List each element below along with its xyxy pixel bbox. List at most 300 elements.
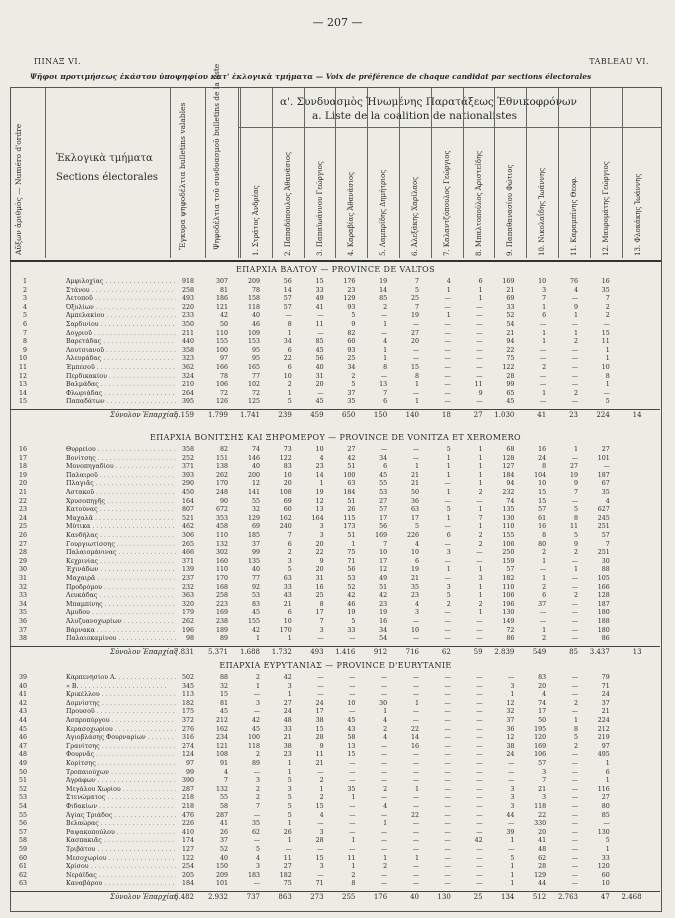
cell-value: 1 xyxy=(478,286,483,294)
total-value: 239 xyxy=(278,411,292,419)
cell-value: 3 xyxy=(255,699,260,707)
table-row xyxy=(10,769,660,778)
cell-value: 1 xyxy=(414,785,419,793)
cell-value: 251 xyxy=(597,549,610,557)
order-number-header: Αὔξων ἀριθμὸς — Numéro d'ordre xyxy=(14,123,23,255)
cell-value: 100 xyxy=(343,471,356,479)
cell-value: 2 xyxy=(319,794,324,802)
total-value: 130 xyxy=(437,893,451,901)
cell-value: 121 xyxy=(215,742,228,750)
cell-value: — xyxy=(571,837,578,845)
cell-value: — xyxy=(380,871,388,879)
row-number: 1 xyxy=(22,278,27,285)
cell-value: 56 xyxy=(379,523,388,531)
candidate-header: 8. Μπαλτοπούλος Ἀριστείδης xyxy=(474,150,483,256)
row-number: 6 xyxy=(22,321,27,328)
section-name: Παλαιροῦ . . . xyxy=(66,472,176,481)
cell-value: 36 xyxy=(410,497,419,505)
cell-value: 85 xyxy=(601,811,610,819)
cell-value: 53 xyxy=(379,489,388,496)
cell-value: 4 xyxy=(255,854,260,862)
cell-value: 24 xyxy=(538,454,547,462)
cell-value: 9 xyxy=(573,303,578,311)
cell-value: 390 xyxy=(181,777,194,785)
cell-value: — xyxy=(539,398,547,406)
cell-value: 118 xyxy=(534,803,547,810)
cell-value: 20 xyxy=(315,540,324,548)
cell-value: 19 xyxy=(569,471,578,479)
cell-value: 1 xyxy=(446,514,451,522)
row-number: 7 xyxy=(22,329,27,337)
cell-value: 287 xyxy=(181,785,194,793)
cell-value: 104 xyxy=(534,471,547,479)
section-name: Ἐμπεσοῦ . . . xyxy=(66,364,176,373)
cell-value: 1 xyxy=(510,863,515,871)
cell-value: 26 xyxy=(219,828,228,836)
section-name: Σαρδινίου . . . xyxy=(66,321,176,330)
cell-value: 74 xyxy=(251,446,260,453)
cell-value: 97 xyxy=(601,742,610,750)
cell-value: 97 xyxy=(185,760,194,767)
cell-value: — xyxy=(380,794,388,802)
cell-value: — xyxy=(444,398,451,406)
table-row xyxy=(10,398,660,407)
section-name: Τριβάτου . . . xyxy=(66,846,176,855)
cell-value: 162 xyxy=(215,725,228,733)
cell-value: 7 xyxy=(573,489,578,496)
cell-value: 20 xyxy=(315,566,324,574)
cell-value: 2 xyxy=(287,381,292,389)
cell-value: 60 xyxy=(283,506,292,514)
table-row xyxy=(10,295,660,304)
cell-value: 99 xyxy=(251,549,260,557)
cell-value: 100 xyxy=(247,734,260,742)
cell-value: 40 xyxy=(251,566,260,574)
header-column-divider xyxy=(494,88,495,258)
total-value: 140 xyxy=(405,411,419,419)
cell-value: 350 xyxy=(181,321,194,328)
row-number: 40 xyxy=(18,682,27,690)
cell-value: 121 xyxy=(215,303,228,311)
cell-value: — xyxy=(444,381,451,389)
cell-value: — xyxy=(444,699,451,707)
header-column-divider xyxy=(622,88,623,258)
cell-value: — xyxy=(444,846,451,853)
cell-value: — xyxy=(380,880,388,888)
cell-value: 69 xyxy=(506,295,515,303)
cell-value: 7 xyxy=(542,295,547,303)
header-column-divider xyxy=(590,88,591,258)
cell-value: — xyxy=(412,820,419,828)
cell-value: — xyxy=(380,846,388,853)
cell-value: 262 xyxy=(181,618,194,625)
cell-value: 3 xyxy=(319,828,324,836)
cell-value: 11 xyxy=(569,523,578,531)
cell-value: 251 xyxy=(597,523,610,531)
cell-value: 1 xyxy=(478,480,483,488)
cell-value: 5 xyxy=(287,803,292,810)
row-number: 58 xyxy=(18,837,27,845)
cell-value: 458 xyxy=(215,523,228,531)
candidate-header: 5. Λαμπρίδης Δημήτριος xyxy=(379,169,388,256)
cell-value: 10 xyxy=(315,446,324,453)
table-row xyxy=(10,321,660,330)
cell-value: 1 xyxy=(605,346,610,354)
table-row xyxy=(10,837,660,846)
cell-value: 118 xyxy=(247,742,260,750)
row-number: 42 xyxy=(18,699,27,707)
cell-value: 109 xyxy=(247,329,260,337)
cell-value: 10 xyxy=(347,699,356,707)
section-name: Κατούνας . . . xyxy=(66,506,176,515)
section-name: Ἀμφιλοχίας . . . xyxy=(66,278,176,287)
cell-value: — xyxy=(476,618,483,625)
cell-value: 45 xyxy=(315,346,324,354)
cell-value: 51 xyxy=(347,497,356,505)
cell-value: 169 xyxy=(534,742,547,750)
cell-value: 4 xyxy=(414,540,419,548)
cell-value: 3 xyxy=(446,583,451,591)
cell-value: 45 xyxy=(506,398,515,406)
row-number: 41 xyxy=(18,691,27,699)
cell-value: 166 xyxy=(597,583,610,591)
cell-value: 99 xyxy=(506,381,515,389)
total-value: 6.482 xyxy=(173,893,194,901)
cell-value: 71 xyxy=(601,682,610,690)
cell-value: 174 xyxy=(181,837,194,845)
cell-value: 8 xyxy=(383,364,388,371)
cell-value: 1 xyxy=(287,635,292,643)
cell-value: — xyxy=(412,751,419,759)
table-subtitle: Ψῆφοι προτιμήσεως ἑκάστου ὑποψηφίου κατ' ἐκλογικὰ τμήματα — Voix de préférence de chaque candidat par sections électorales xyxy=(30,72,592,81)
cell-value: 78 xyxy=(251,286,260,294)
cell-value: — xyxy=(317,871,324,879)
cell-value: 63 xyxy=(283,575,292,582)
table-row xyxy=(10,803,660,812)
cell-value: 393 xyxy=(181,471,194,479)
section-name: Παλαιοκαμίνου . . . xyxy=(66,635,176,644)
cell-value: 238 xyxy=(215,618,228,625)
cell-value: — xyxy=(476,329,483,337)
total-value: 176 xyxy=(373,893,388,901)
cell-value: 6 xyxy=(478,278,483,285)
row-number: 39 xyxy=(18,674,27,681)
total-value: 134 xyxy=(501,893,515,901)
cell-value: 1 xyxy=(446,471,451,479)
section-name: Κερασοχωρίου . . . xyxy=(66,726,176,735)
cell-value: 26 xyxy=(283,828,292,836)
cell-value: — xyxy=(444,820,451,828)
cell-value: 22 xyxy=(410,725,419,733)
cell-value: 2 xyxy=(478,532,483,539)
cell-value: 42 xyxy=(283,674,292,681)
cell-value: 17 xyxy=(315,609,324,617)
cell-value: — xyxy=(444,871,451,879)
cell-value: — xyxy=(444,626,451,634)
header-column-divider xyxy=(399,88,400,258)
cell-value: 5 xyxy=(351,618,356,625)
section-name: Κεχρινίας . . . xyxy=(66,558,176,567)
cell-value: — xyxy=(476,820,483,828)
table-row xyxy=(10,558,660,567)
cell-value: 21 xyxy=(410,480,419,488)
section-name: Δομνίστης . . . xyxy=(66,700,176,709)
cell-value: 521 xyxy=(181,514,194,522)
cell-value: — xyxy=(476,863,483,871)
cell-value: 37 xyxy=(538,600,547,608)
cell-value: 1 xyxy=(605,381,610,389)
section-name: Χρυσοπηγῆς . . . xyxy=(66,498,176,507)
section-name: Ἐχινάδων . . . xyxy=(66,566,176,575)
cell-value: 2 xyxy=(605,303,610,311)
cell-value: 45 xyxy=(347,717,356,724)
cell-value: 1 xyxy=(478,446,483,453)
cell-value: 1 xyxy=(510,837,515,845)
cell-value: — xyxy=(603,321,610,328)
row-number: 47 xyxy=(18,742,27,750)
cell-value: — xyxy=(349,635,356,643)
cell-value: — xyxy=(253,811,260,819)
section-name: Ἀμυδου . . . xyxy=(66,609,176,618)
cell-value: 16 xyxy=(538,523,547,531)
cell-value: 371 xyxy=(181,463,194,471)
cell-value: — xyxy=(444,785,451,793)
cell-value: 19 xyxy=(379,609,388,617)
table-row xyxy=(10,498,660,507)
cell-value: 502 xyxy=(181,674,194,681)
cell-value: 75 xyxy=(283,880,292,888)
cell-value: 1 xyxy=(383,321,388,328)
cell-value: 34 xyxy=(283,338,292,346)
total-value: 549 xyxy=(532,647,547,656)
row-number: 55 xyxy=(18,811,27,819)
cell-value: 248 xyxy=(215,489,228,496)
section-name: Ἀμπελακίου . . . xyxy=(66,312,176,321)
total-value: 1.799 xyxy=(207,411,228,419)
cell-value: — xyxy=(571,828,578,836)
candidate-header: 2. Παπαδόπουλος Ἀθανάσιος xyxy=(283,152,292,256)
cell-value: — xyxy=(476,785,483,793)
cell-value: 10 xyxy=(538,278,547,285)
cell-value: 16 xyxy=(538,446,547,453)
cell-value: 7 xyxy=(287,532,292,539)
table-row xyxy=(10,584,660,593)
cell-value: 2 xyxy=(351,871,356,879)
cell-value: 135 xyxy=(502,506,515,514)
cell-value: — xyxy=(317,846,324,853)
cell-value: 25 xyxy=(347,355,356,363)
cell-value: 27 xyxy=(283,863,292,871)
cell-value: 258 xyxy=(215,592,228,600)
cell-value: 245 xyxy=(597,514,610,522)
cell-value: — xyxy=(571,768,578,776)
cell-value: 120 xyxy=(534,734,547,742)
table-row xyxy=(10,312,660,321)
cell-value: 807 xyxy=(181,506,194,514)
cell-value: — xyxy=(476,674,483,681)
cell-value: — xyxy=(539,321,547,328)
total-label: Σύνολον Ἐπαρχίας xyxy=(110,647,178,656)
section-name: Μονοπηγαδίου . . . xyxy=(66,463,176,472)
cell-value: — xyxy=(571,557,578,565)
cell-value: 100 xyxy=(215,346,228,354)
total-value: 512 xyxy=(532,893,547,901)
cell-value: 14 xyxy=(379,286,388,294)
cell-value: — xyxy=(539,346,547,354)
cell-value: 1 xyxy=(446,463,451,471)
cell-value: — xyxy=(476,708,483,716)
total-value: 3.437 xyxy=(589,647,610,656)
cell-value: 149 xyxy=(502,618,515,625)
cell-value: 132 xyxy=(215,785,228,793)
cell-value: 42 xyxy=(251,717,260,724)
cell-value: 1 xyxy=(542,329,547,337)
cell-value: — xyxy=(444,717,451,724)
cell-value: 77 xyxy=(251,372,260,380)
cell-value: 110 xyxy=(502,523,515,531)
cell-value: 12 xyxy=(315,497,324,505)
cell-value: 1 xyxy=(542,626,547,634)
cell-value: 2 xyxy=(255,751,260,759)
total-value: 650 xyxy=(342,411,356,419)
cell-value: 1 xyxy=(414,854,419,862)
section-name: Βαρετάδας . . . xyxy=(66,338,176,347)
table-row xyxy=(10,472,660,481)
cell-value: — xyxy=(476,846,483,853)
table-row xyxy=(10,829,660,838)
cell-value: 110 xyxy=(215,566,228,574)
cell-value: 410 xyxy=(181,828,194,836)
cell-value: 3 xyxy=(319,532,324,539)
cell-value: 324 xyxy=(181,372,194,380)
table-row xyxy=(10,691,660,700)
cell-value: 82 xyxy=(347,329,356,337)
row-number: 62 xyxy=(18,871,27,879)
table-row xyxy=(10,786,660,795)
total-value: 25 xyxy=(473,893,483,901)
candidate-header: 9. Παπαθανασίου Φώτιος xyxy=(506,164,515,256)
section-name: Κρικέλλου . . . xyxy=(66,691,176,700)
cell-value: 28 xyxy=(538,863,547,871)
cell-value: 5 xyxy=(255,846,260,853)
cell-value: — xyxy=(571,321,578,328)
cell-value: 61 xyxy=(538,514,547,522)
cell-value: — xyxy=(317,329,324,337)
total-value: 23 xyxy=(569,411,578,419)
cell-value: — xyxy=(539,381,547,389)
cell-value: — xyxy=(412,717,419,724)
section-name: Βονίτσης . . . xyxy=(66,455,176,464)
cell-value: 200 xyxy=(247,471,260,479)
cell-value: 50 xyxy=(219,321,228,328)
table-row xyxy=(10,601,660,610)
cell-value: — xyxy=(412,863,419,871)
cell-value: 38 xyxy=(315,717,324,724)
cell-value: 48 xyxy=(538,846,547,853)
cell-value: 21 xyxy=(315,760,324,767)
cell-value: 3 xyxy=(478,575,483,582)
cell-value: — xyxy=(476,682,483,690)
row-number: 54 xyxy=(18,803,27,810)
cell-value: 88 xyxy=(601,566,610,574)
cell-value: 250 xyxy=(502,549,515,557)
cell-value: 33 xyxy=(315,286,324,294)
cell-value: 2 xyxy=(478,600,483,608)
cell-value: 4 xyxy=(319,811,324,819)
row-number: 23 xyxy=(18,506,27,514)
cell-value: 254 xyxy=(181,863,194,871)
cell-value: 1 xyxy=(287,691,292,699)
cell-value: 25 xyxy=(410,295,419,303)
cell-value: — xyxy=(476,871,483,879)
cell-value: 32 xyxy=(219,682,228,690)
cell-value: 6 xyxy=(287,346,292,354)
row-number: 45 xyxy=(18,725,27,733)
section-name: Στενώματος . . . xyxy=(66,794,176,803)
cell-value: 146 xyxy=(247,454,260,462)
cell-value: 78 xyxy=(219,372,228,380)
cell-value: 1 xyxy=(287,329,292,337)
cell-value: 9 xyxy=(573,540,578,548)
cell-value: 150 xyxy=(215,863,228,871)
cell-value: 45 xyxy=(251,609,260,617)
cell-value: — xyxy=(444,794,451,802)
cell-value: 8 xyxy=(287,321,292,328)
cell-value: 55 xyxy=(251,497,260,505)
cell-value: — xyxy=(349,828,356,836)
section-name: Φιδακίων . . . xyxy=(66,803,176,812)
total-value: 493 xyxy=(310,647,324,656)
cell-value: 41 xyxy=(538,837,547,845)
cell-value: 3 xyxy=(510,785,515,793)
cell-value: 19 xyxy=(410,312,419,320)
cell-value: 28 xyxy=(315,837,324,845)
cell-value: — xyxy=(476,751,483,759)
cell-value: — xyxy=(349,682,356,690)
total-value: 59 xyxy=(473,647,483,656)
cell-value: — xyxy=(412,871,419,879)
table-row xyxy=(10,635,660,644)
total-value: 1.030 xyxy=(494,411,515,419)
cell-value: 164 xyxy=(311,514,324,522)
cell-value: 33 xyxy=(283,725,292,733)
cell-value: — xyxy=(571,618,578,625)
cell-value: 3 xyxy=(319,626,324,634)
row-number: 18 xyxy=(18,463,27,471)
cell-value: 35 xyxy=(601,489,610,496)
cell-value: — xyxy=(476,811,483,819)
section-name: Ἀγράφων . . . xyxy=(66,777,176,786)
cell-value: 27 xyxy=(569,463,578,471)
table-row xyxy=(10,446,660,455)
cell-value: 15 xyxy=(315,725,324,733)
cell-value: — xyxy=(317,768,324,776)
cell-value: — xyxy=(539,372,547,380)
cell-value: — xyxy=(571,691,578,699)
cell-value: 9 xyxy=(478,389,483,397)
cell-value: — xyxy=(476,854,483,862)
cell-value: — xyxy=(444,854,451,862)
cell-value: 49 xyxy=(315,295,324,303)
cell-value: 17 xyxy=(379,557,388,565)
cell-value: 5 xyxy=(287,398,292,406)
province-total-row xyxy=(10,409,660,421)
cell-value: 42 xyxy=(474,837,483,845)
header-column-divider xyxy=(304,88,305,258)
cell-value: — xyxy=(444,777,451,785)
total-value: 27 xyxy=(473,411,483,419)
cell-value: 4 xyxy=(542,691,547,699)
